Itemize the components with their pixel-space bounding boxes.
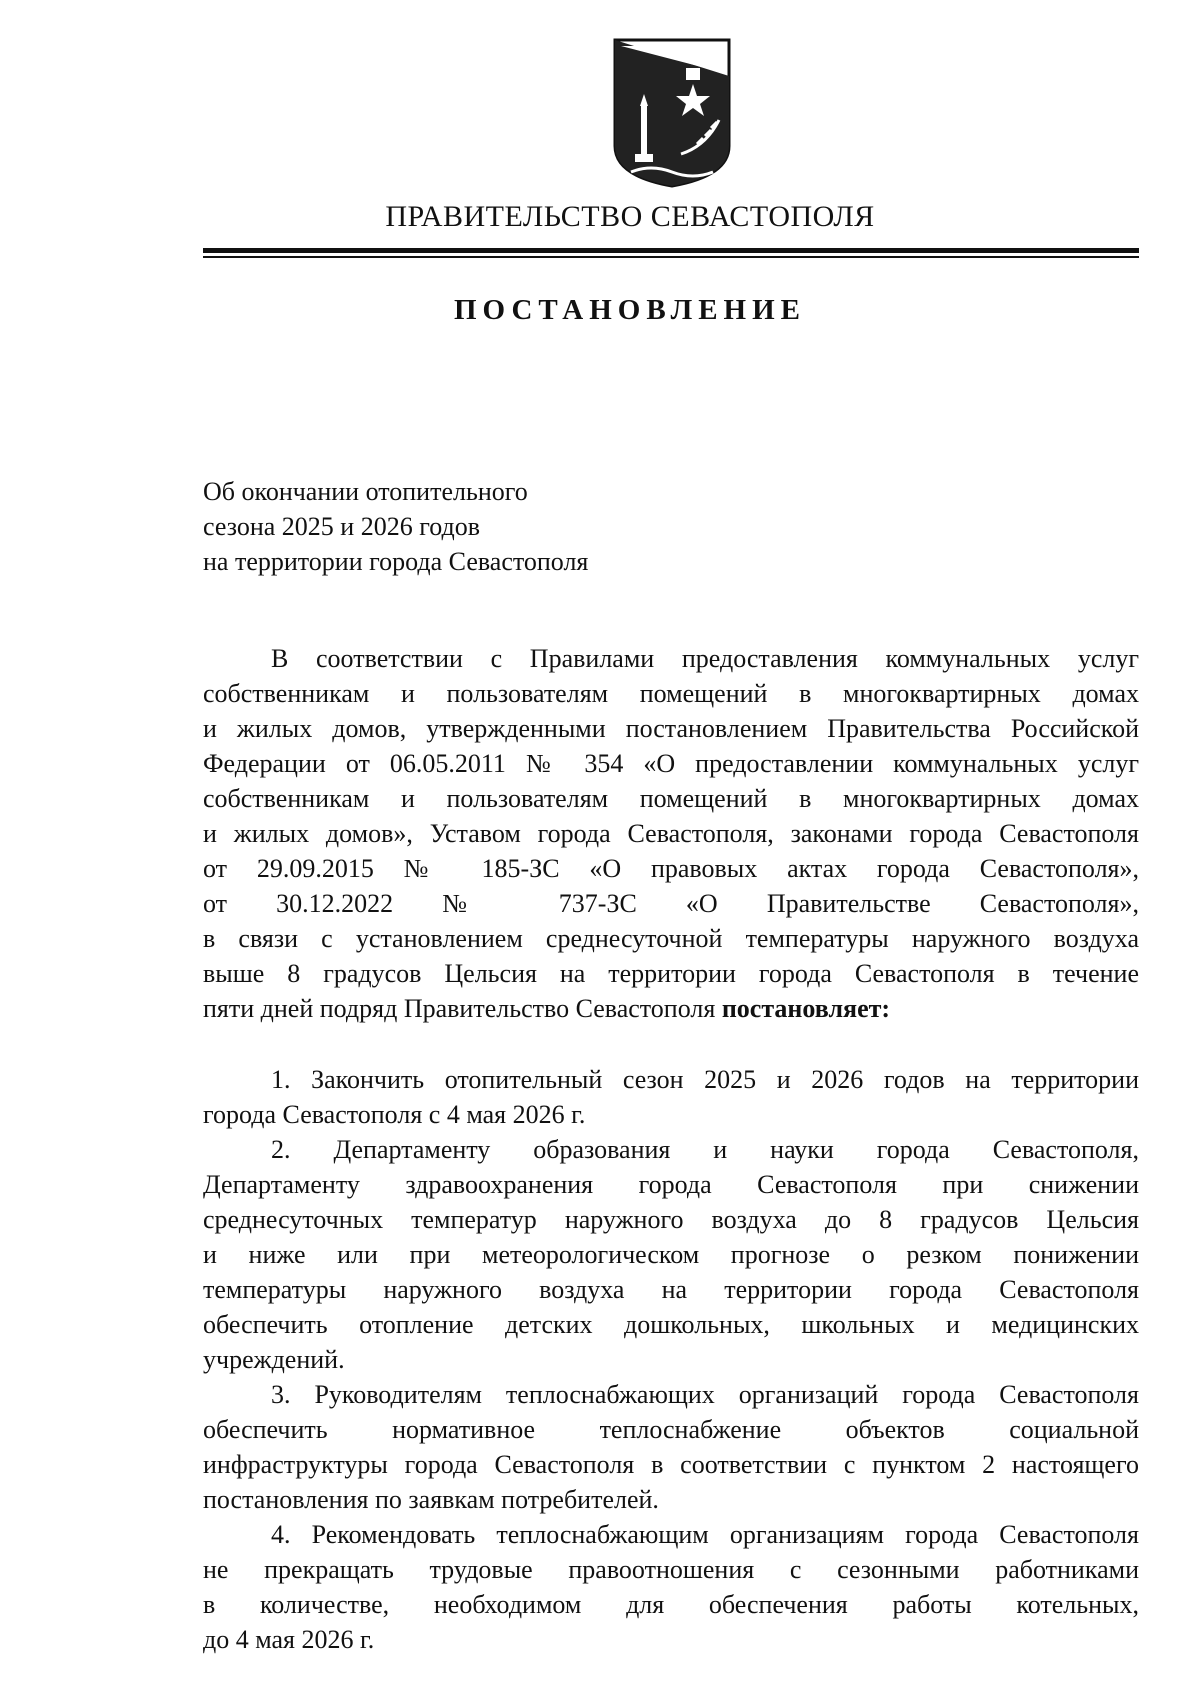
document-subject — [203, 474, 588, 579]
text-line — [203, 991, 1139, 1026]
text-line: в количестве, необходимом для обеспечения работы котельных, — [203, 1590, 1139, 1619]
header-rule-thick — [203, 248, 1139, 253]
text-line: 1. Закончить отопительный сезон 2025 и 2026 годов на территории — [271, 1065, 1139, 1094]
text-line: от 30.12.2022 № 737-ЗС «О Правительстве Севастополя», — [203, 889, 1139, 918]
subject-line: на территории города Севастополя — [203, 547, 589, 576]
text-line: 4. Рекомендовать теплоснабжающим организациям города Севастополя — [271, 1520, 1139, 1549]
item-1 — [203, 1062, 1139, 1132]
text-line: города Севастополя с 4 мая 2026 г. — [203, 1100, 586, 1129]
text-line: собственникам и пользователям помещений в многоквартирных домах — [203, 784, 1139, 813]
text-line: Федерации от 06.05.2011 № 354 «О предоставлении коммунальных услуг — [203, 749, 1139, 778]
text-line: и ниже или при метеорологическом прогнозе о резком понижении — [203, 1240, 1139, 1269]
text-line: до 4 мая 2026 г. — [203, 1625, 375, 1654]
document-body — [203, 641, 1139, 1657]
document-type: ПОСТАНОВЛЕНИЕ — [453, 294, 806, 326]
text-line: от 29.09.2015 № 185-ЗС «О правовых актах города Севастополя», — [203, 854, 1139, 883]
text-line: собственникам и пользователям помещений в многоквартирных домах — [203, 679, 1139, 708]
item-3 — [203, 1377, 1139, 1517]
sevastopol-coat-of-arms-icon — [611, 36, 733, 188]
header-rule-thin — [203, 256, 1139, 258]
paragraph-gap — [203, 1026, 1139, 1062]
item-4 — [203, 1517, 1139, 1657]
text-line: Департаменту здравоохранения города Севастополя при снижении — [203, 1170, 1139, 1199]
text-line: и жилых домов», Уставом города Севастополя, законами города Севастополя — [203, 819, 1139, 848]
text-line: температуры наружного воздуха на территории города Севастополя — [203, 1275, 1139, 1304]
organization-name: ПРАВИТЕЛЬСТВО СЕВАСТОПОЛЯ — [385, 200, 875, 233]
preamble-paragraph — [203, 641, 1139, 1026]
text-line: В соответствии с Правилами предоставления коммунальных услуг — [271, 644, 1139, 673]
text-line: в связи с установлением среднесуточной температуры наружного воздуха — [203, 924, 1139, 953]
text-line: и жилых домов, утвержденными постановлением Правительства Российской — [203, 714, 1139, 743]
subject-line: сезона 2025 и 2026 годов — [203, 512, 480, 541]
item-2 — [203, 1132, 1139, 1377]
text-line: 3. Руководителям теплоснабжающих организаций города Севастополя — [271, 1380, 1139, 1409]
text-line: выше 8 градусов Цельсия на территории города Севастополя в течение — [203, 959, 1139, 988]
text-line: среднесуточных температур наружного воздуха до 8 градусов Цельсия — [203, 1205, 1139, 1234]
subject-line: Об окончании отопительного — [203, 477, 528, 506]
text-line: учреждений. — [203, 1345, 345, 1374]
text-line: обеспечить отопление детских дошкольных, школьных и медицинских — [203, 1310, 1139, 1339]
text-line: не прекращать трудовые правоотношения с сезонными работниками — [203, 1555, 1139, 1584]
text-line: инфраструктуры города Севастополя в соответствии с пунктом 2 настоящего — [203, 1450, 1139, 1479]
text-fragment: пяти дней подряд Правительство Севастополя — [203, 994, 716, 1023]
text-line: 2. Департаменту образования и науки города Севастополя, — [271, 1135, 1139, 1164]
text-line: постановления по заявкам потребителей. — [203, 1485, 659, 1514]
decree-verb: постановляет: — [721, 994, 891, 1023]
text-line: обеспечить нормативное теплоснабжение объектов социальной — [203, 1415, 1139, 1444]
